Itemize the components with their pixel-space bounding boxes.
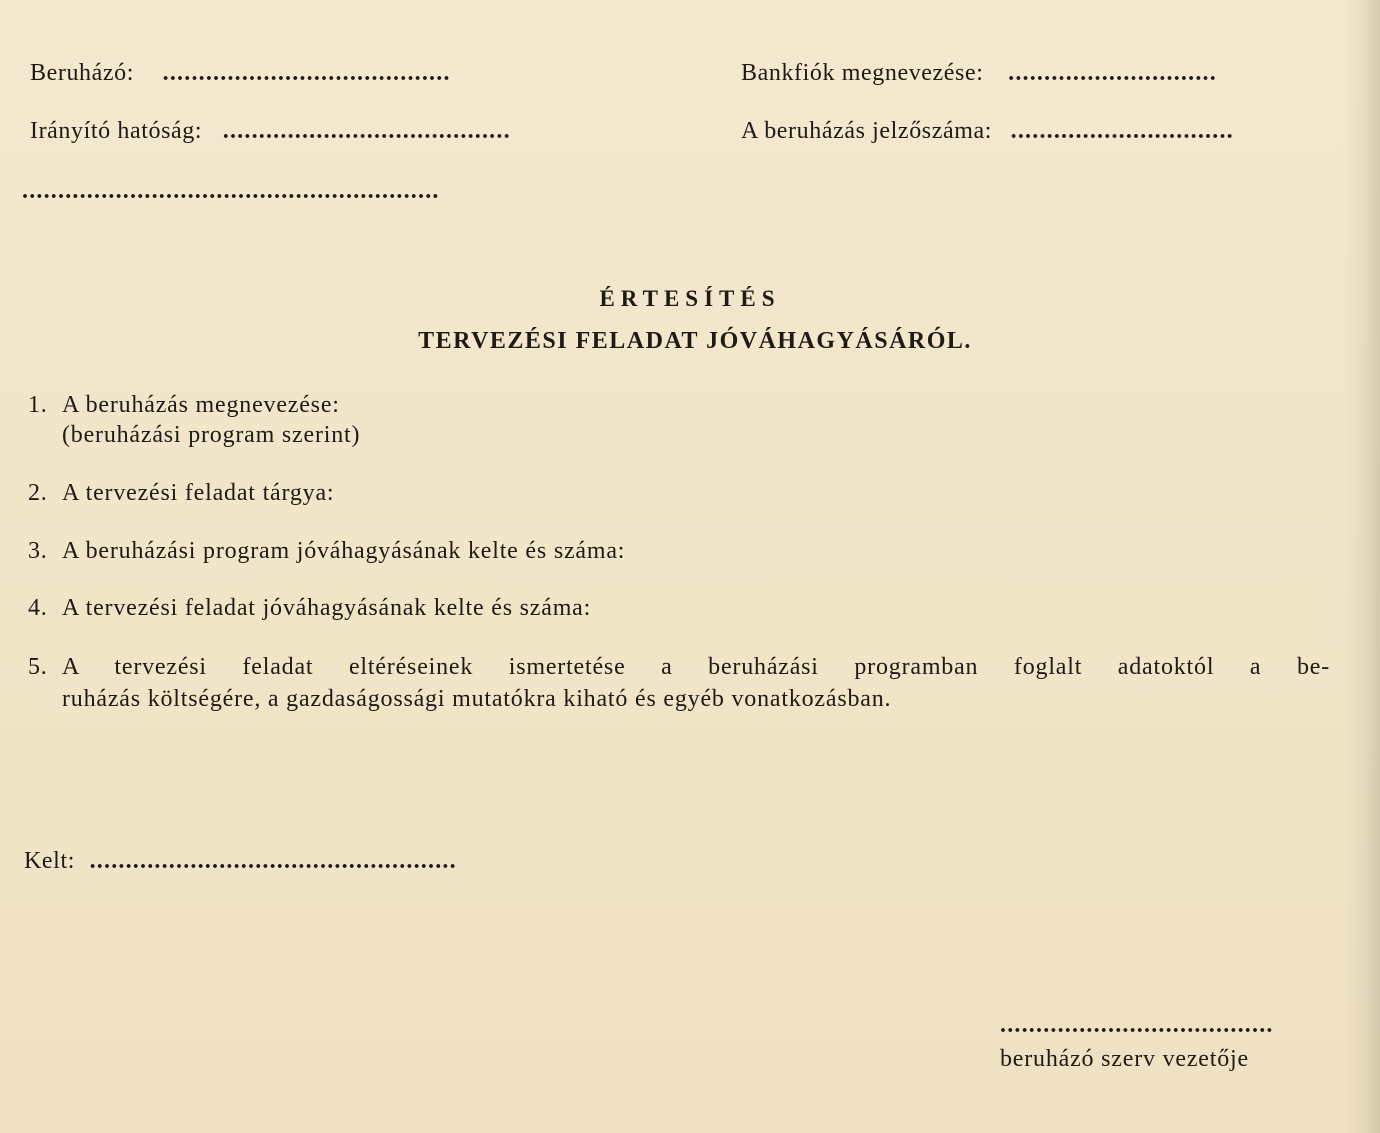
item-5-line-1	[28, 651, 1330, 683]
item-3-text: A beruházási program jóváhagyásának kelte és száma:	[62, 538, 626, 564]
kelt-field	[24, 848, 457, 875]
document-title: ÉRTESÍTÉS	[599, 286, 781, 311]
item-3	[28, 538, 625, 565]
document-subtitle: TERVEZÉSI FELADAT JÓVÁHAGYÁSÁRÓL.	[418, 328, 972, 354]
item-5-number: 5.	[28, 654, 48, 680]
signature-dots: ......................................	[1000, 1012, 1274, 1038]
kelt-dots: ...................................................	[89, 848, 457, 874]
extra-dotted-line	[22, 178, 440, 205]
item-1-text: A beruházás megnevezése:	[62, 392, 340, 418]
extra-dots: ..........................................................	[22, 178, 440, 204]
bankfiok-dots: .............................	[1008, 60, 1217, 86]
beruhazo-dots: ........................................	[162, 60, 451, 86]
item-2-number: 2.	[28, 480, 48, 506]
signature-label: beruházó szerv vezetője	[1000, 1046, 1249, 1072]
page-edge-shadow	[1342, 0, 1380, 1133]
item-1-sub	[28, 422, 360, 449]
item-4-text: A tervezési feladat jóváhagyásának kelte és száma:	[62, 595, 592, 621]
jelzoszam-dots: ...............................	[1010, 118, 1234, 144]
item-3-number: 3.	[28, 538, 48, 564]
jelzoszam-label: A beruházás jelzőszáma:	[741, 118, 993, 144]
bankfiok-field	[741, 60, 1217, 87]
bankfiok-label: Bankfiók megnevezése:	[741, 60, 984, 86]
iranyito-hatosag-field	[30, 118, 511, 145]
item-4-number: 4.	[28, 595, 48, 621]
beruhazo-field	[30, 60, 451, 87]
item-5-line-2: ruházás költségére, a gazdaságossági mutatókra kiható és egyéb vonatkozásban.	[62, 686, 892, 712]
item-5	[28, 651, 1330, 715]
item-1	[28, 392, 340, 419]
item-2	[28, 480, 334, 507]
item-1-subtext: (beruházási program szerint)	[62, 422, 361, 448]
item-4	[28, 595, 591, 622]
beruhazo-label: Beruházó:	[30, 60, 135, 86]
iranyito-hatosag-dots: ........................................	[222, 118, 511, 144]
item-2-text: A tervezési feladat tárgya:	[62, 480, 335, 506]
item-5-text-1: A tervezési feladat eltéréseinek ismertetése a beruházási programban foglalt adatoktól a be-	[62, 654, 1330, 680]
item-1-number: 1.	[28, 392, 48, 418]
kelt-label: Kelt:	[24, 848, 75, 874]
jelzoszam-field	[741, 118, 1234, 145]
iranyito-hatosag-label: Irányító hatóság:	[30, 118, 203, 144]
